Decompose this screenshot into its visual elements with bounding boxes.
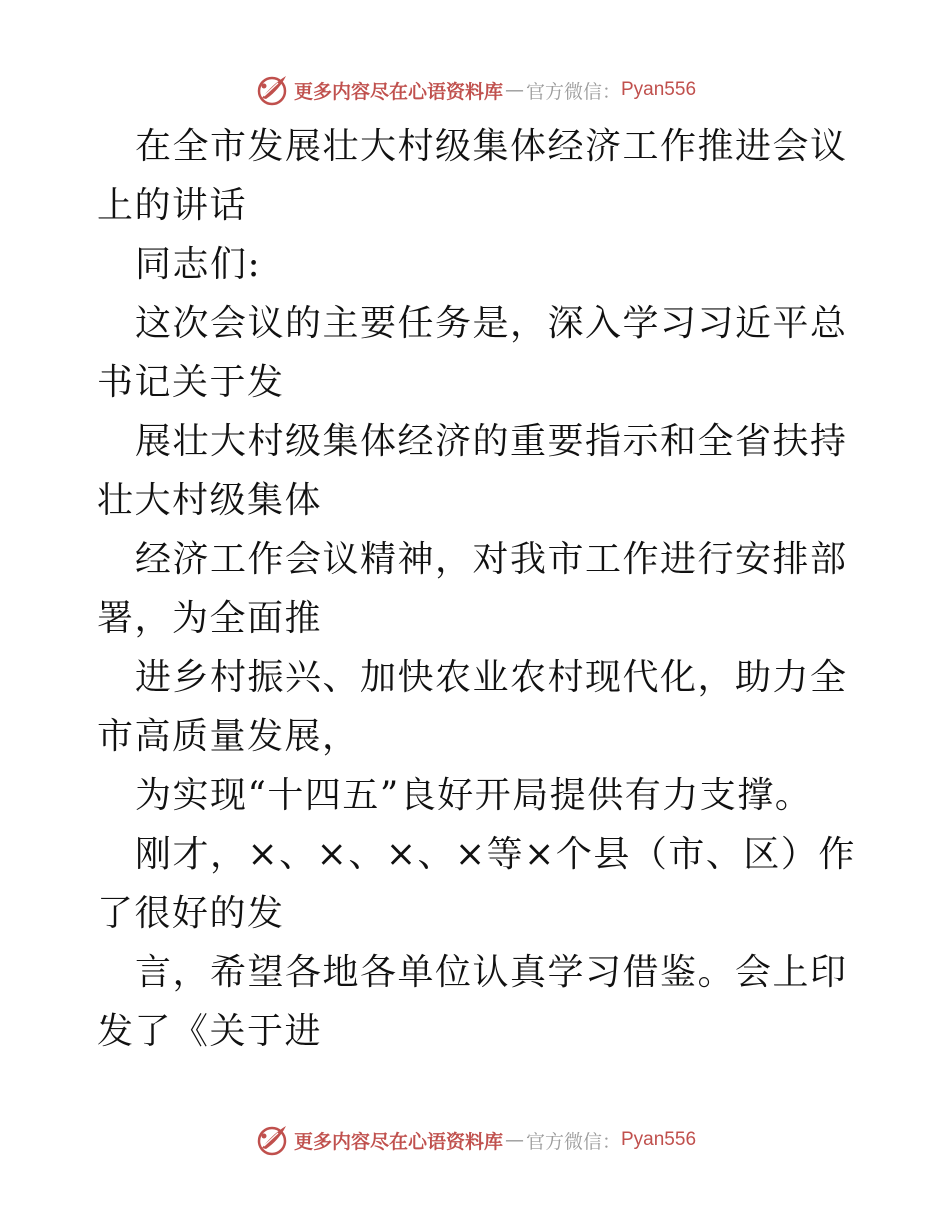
document-body [97, 117, 857, 1061]
watermark-wechat-id: Pyan556 [621, 79, 697, 100]
watermark-wechat-label: 官方微信： [525, 80, 621, 103]
body-paragraph: 进乡村振兴、加快农业农村现代化，助力全市高质量发展， [97, 657, 848, 757]
header-watermark [0, 70, 950, 110]
body-paragraph: 这次会议的主要任务是，深入学习习近平总书记关于发 [97, 303, 848, 403]
watermark-wechat-label: 官方微信： [525, 1130, 621, 1153]
body-paragraph: 言，希望各地各单位认真学习借鉴。会上印发了《关于进 [97, 952, 848, 1052]
salutation: 同志们: [135, 244, 262, 285]
watermark-separator: — [504, 1129, 524, 1151]
footer-watermark [0, 1120, 950, 1160]
watermark-separator: — [504, 79, 524, 101]
document-title: 在全市发展壮大村级集体经济工作推进会议上的讲话 [97, 126, 848, 226]
body-paragraph: 刚才，×、×、×、×等×个县（市、区）作了很好的发 [97, 834, 856, 934]
watermark-wechat-id: Pyan556 [621, 1129, 697, 1150]
feather-pen-logo-icon [254, 72, 290, 108]
body-paragraph: 展壮大村级集体经济的重要指示和全省扶持壮大村级集体 [97, 421, 848, 521]
body-paragraph: 经济工作会议精神，对我市工作进行安排部署，为全面推 [97, 539, 848, 639]
watermark-main-text: 更多内容尽在心语资料库 [293, 80, 503, 103]
watermark-main-text: 更多内容尽在心语资料库 [293, 1130, 503, 1153]
body-paragraph: 为实现“十四五”良好开局提供有力支撑。 [135, 775, 813, 816]
feather-pen-logo-icon [254, 1122, 290, 1158]
